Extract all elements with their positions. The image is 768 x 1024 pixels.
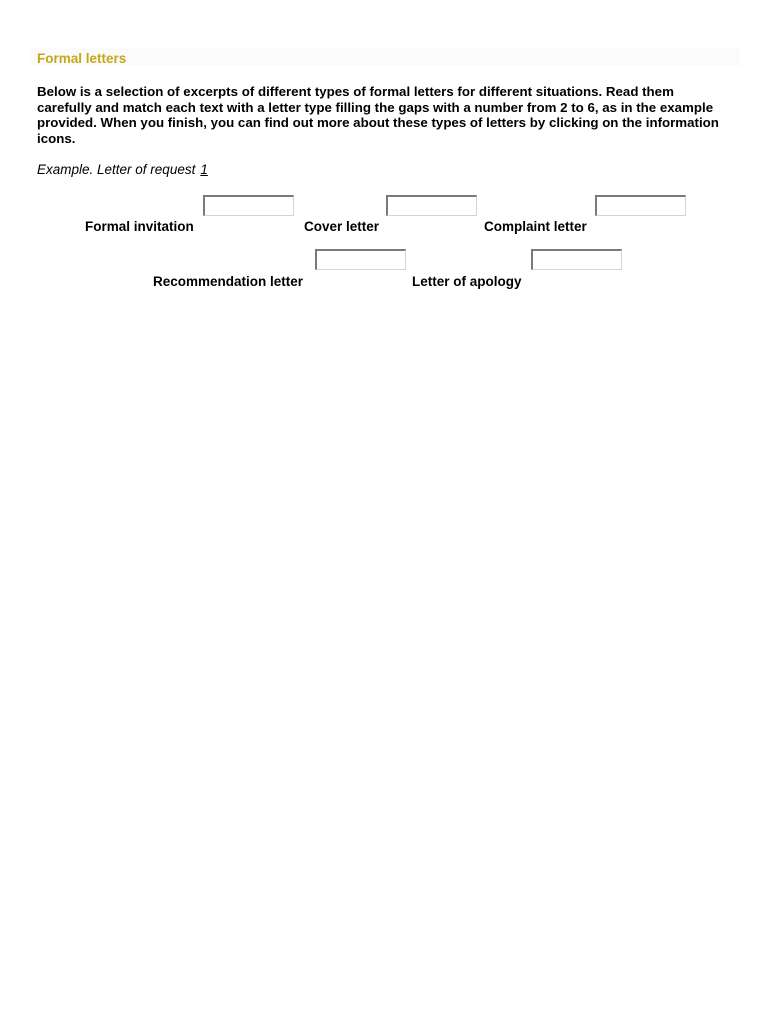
page-title: Formal letters [37,51,127,66]
instructions-text: Below is a selection of excerpts of different types of formal letters for different situations. Read them carefully and match each text with a letter type filling the gaps with a number from 2 to 6, as in the example provided. When you finish, you can find out more about these types of letters by clicking on the information icons. [37,84,719,146]
example-label: Example. Letter of request [37,162,196,177]
example-line [37,162,208,178]
formal-invitation-label: Formal invitation [85,219,194,234]
recommendation-letter-gap-input[interactable] [315,249,406,270]
formal-invitation-gap-input[interactable] [203,195,294,216]
letter-of-apology-label: Letter of apology [412,274,522,289]
complaint-letter-gap-input[interactable] [595,195,686,216]
title-band [30,48,740,66]
complaint-letter-label: Complaint letter [484,219,587,234]
letter-of-apology-gap-input[interactable] [531,249,622,270]
cover-letter-label: Cover letter [304,219,380,234]
cover-letter-gap-input[interactable] [386,195,477,216]
recommendation-letter-label: Recommendation letter [153,274,304,289]
example-answer: 1 [200,162,208,177]
